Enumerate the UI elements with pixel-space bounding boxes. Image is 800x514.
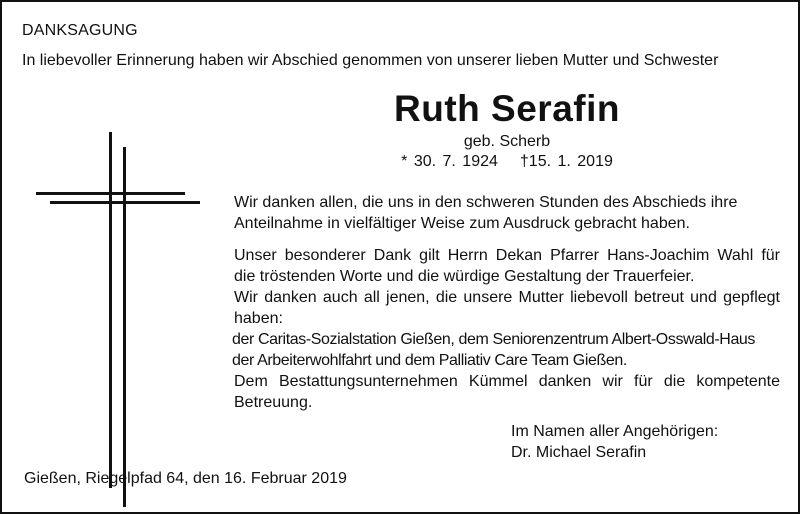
- thanks-line: Wir danken auch all jenen, die unsere Mutter liebevoll betreut und gepflegt: [234, 289, 780, 306]
- notice-heading: DANKSAGUNG: [22, 22, 138, 39]
- death-date: †15. 1. 2019: [519, 153, 613, 170]
- thanks-line: Unser besonderer Dank gilt Herrn Dekan Pfarrer Hans-Joachim Wahl für: [234, 247, 780, 264]
- thanks-line: Wir danken allen, die uns in den schweren Stunden des Abschieds ihre: [234, 194, 738, 211]
- signature-block: [511, 421, 718, 463]
- thanks-line: haben:: [234, 310, 283, 327]
- thanks-line: der Arbeiterwohlfahrt und dem Palliativ Care Team Gießen.: [232, 352, 627, 369]
- thanks-line: der Caritas-Sozialstation Gießen, dem Seniorenzentrum Albert-Osswald-Haus: [232, 331, 756, 348]
- thanks-line: Betreuung.: [234, 394, 313, 411]
- thanks-text: [234, 192, 780, 413]
- signer-name: Dr. Michael Serafin: [511, 444, 647, 461]
- thanks-line: die tröstenden Worte und die würdige Gestaltung der Trauerfeier.: [234, 268, 695, 285]
- place-and-date: Gießen, Riegelpfad 64, den 16. Februar 2019: [24, 470, 347, 487]
- signature-line: Im Namen aller Angehörigen:: [511, 423, 719, 440]
- intro-text: In liebevoller Erinnerung haben wir Abschied genommen von unserer lieben Mutter und Schwester: [22, 52, 719, 69]
- life-dates: [2, 153, 800, 171]
- birth-date: * 30. 7. 1924: [401, 153, 498, 170]
- birth-name: geb. Scherb: [463, 133, 551, 150]
- thanks-line: Dem Bestattungsunternehmen Kümmel danken wir für die kompetente: [234, 373, 780, 390]
- deceased-name: Ruth Serafin: [394, 88, 620, 129]
- thanks-line: Anteilnahme in vielfältiger Weise zum Ausdruck gebracht haben.: [234, 215, 690, 232]
